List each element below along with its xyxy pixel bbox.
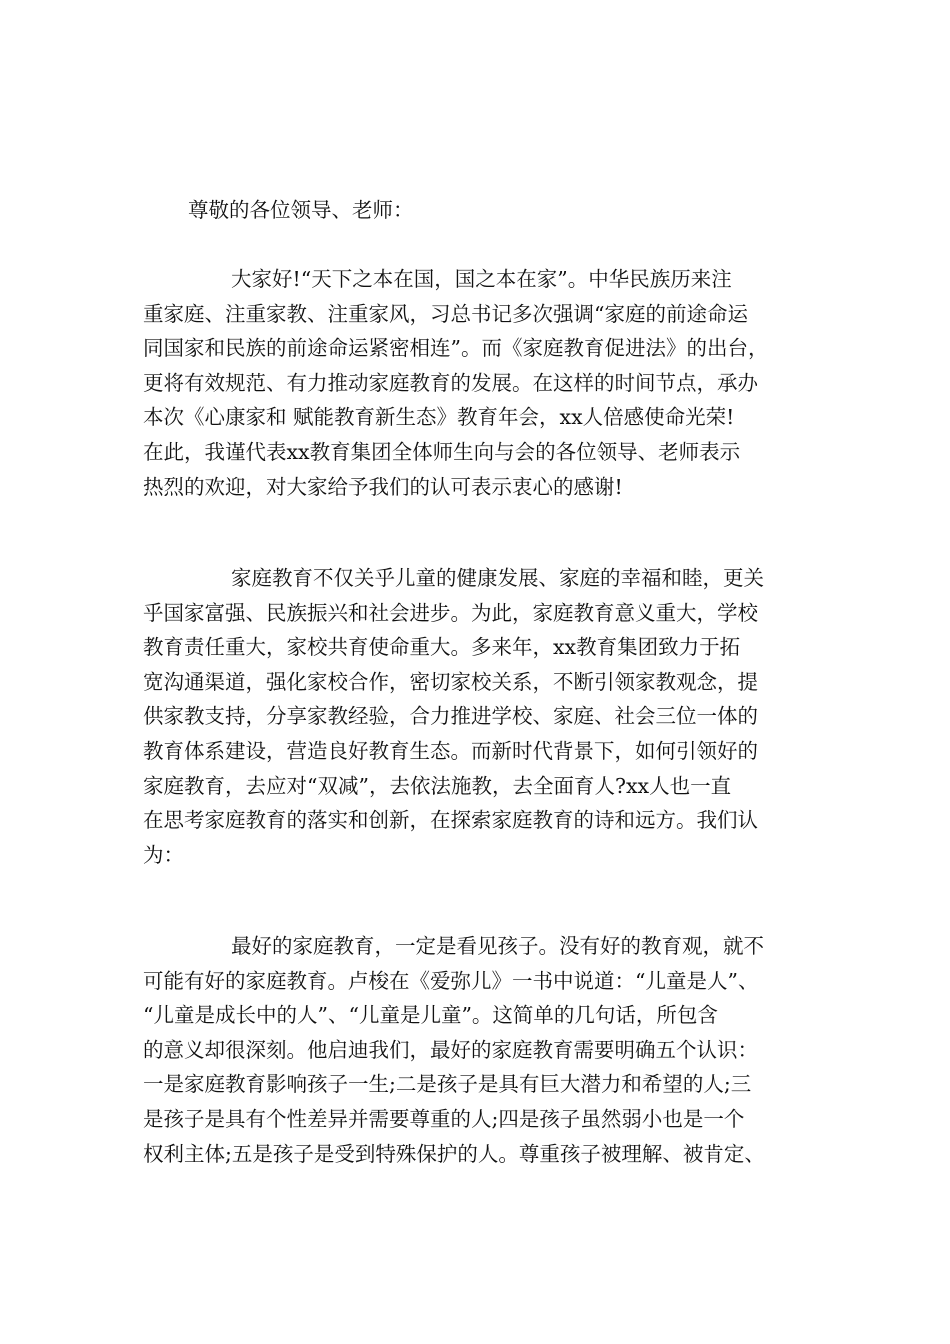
text-line: 供家教支持，分享家教经验，合力推进学校、家庭、社会三位一体的 <box>143 704 758 729</box>
text-line: 可能有好的家庭教育。卢梭在《爱弥儿》一书中说道：“儿童是人”、 <box>143 968 759 993</box>
salutation: 尊敬的各位领导、老师： <box>188 198 414 222</box>
text-line: 在思考家庭教育的落实和创新，在探索家庭教育的诗和远方。我们认 <box>143 808 758 833</box>
text-line: 重家庭、注重家教、注重家风，习总书记多次强调“家庭的前途命运 <box>143 301 748 326</box>
text-line: 本次《心康家和 赋能教育新生态》教育年会，xx人倍感使命光荣! <box>143 405 735 430</box>
paragraph-family-education <box>143 561 764 872</box>
text-line: 在此，我谨代表xx教育集团全体师生向与会的各位领导、老师表示 <box>143 439 741 464</box>
text-line: 大家好!“天下之本在国，国之本在家”。中华民族历来注 <box>231 267 732 291</box>
text-line: 乎国家富强、民族振兴和社会进步。为此，家庭教育意义重大，学校 <box>143 600 758 625</box>
text-line: 最好的家庭教育，一定是看见孩子。没有好的教育观，就不 <box>231 934 764 958</box>
text-line: 的意义却很深刻。他启迪我们，最好的家庭教育需要明确五个认识： <box>143 1037 758 1062</box>
text-line: 宽沟通渠道，强化家校合作，密切家校关系，不断引领家教观念，提 <box>143 669 758 694</box>
text-line: “儿童是成长中的人”、“儿童是儿童”。这简单的几句话，所包含 <box>143 1003 718 1028</box>
text-line: 教育体系建设，营造良好教育生态。而新时代背景下，如何引领好的 <box>143 738 758 763</box>
text-line: 一是家庭教育影响孩子一生;二是孩子是具有巨大潜力和希望的人;三 <box>143 1072 752 1097</box>
paragraph-seeing-children <box>143 929 765 1171</box>
text-line: 同国家和民族的前途命运紧密相连”。而《家庭教育促进法》的出台， <box>143 336 769 361</box>
text-line: 教育责任重大，家校共育使命重大。多来年，xx教育集团致力于拓 <box>143 635 741 660</box>
text-line: 家庭教育不仅关乎儿童的健康发展、家庭的幸福和睦，更关 <box>231 566 764 590</box>
text-line: 更将有效规范、有力推动家庭教育的发展。在这样的时间节点，承办 <box>143 370 758 395</box>
paragraph-welcome <box>143 262 768 504</box>
text-line: 家庭教育，去应对“双减”，去依法施教，去全面育人?xx人也一直 <box>143 773 732 798</box>
text-line: 热烈的欢迎，对大家给予我们的认可表示衷心的感谢! <box>143 474 623 499</box>
text-line: 为： <box>143 842 184 867</box>
text-line: 是孩子是具有个性差异并需要尊重的人;四是孩子虽然弱小也是一个 <box>143 1106 745 1131</box>
text-line: 权利主体;五是孩子是受到特殊保护的人。尊重孩子被理解、被肯定、 <box>143 1141 765 1166</box>
